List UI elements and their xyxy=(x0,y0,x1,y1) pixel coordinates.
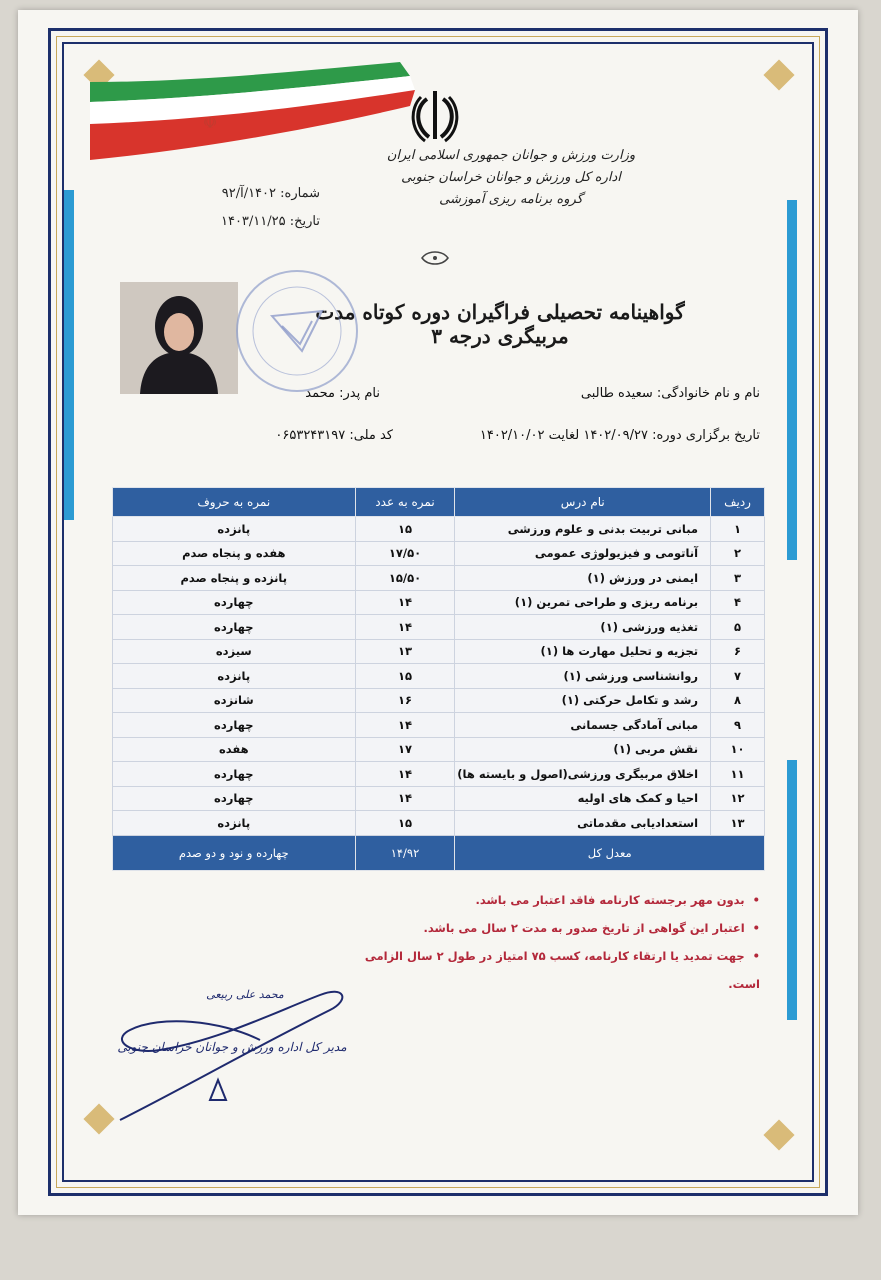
official-stamp xyxy=(232,256,362,406)
score-number-cell: ۱۴ xyxy=(355,615,455,640)
table-row xyxy=(113,786,765,811)
date-label: تاریخ: xyxy=(289,214,320,229)
row-number-cell: ۸ xyxy=(711,688,765,713)
ministry-line: وزارت ورزش و جوانان جمهوری اسلامی ایران xyxy=(386,148,636,163)
document-date xyxy=(140,208,320,236)
father-value: محمد xyxy=(305,386,335,401)
score-words-cell: چهارده xyxy=(113,713,356,738)
score-words-cell: هفده xyxy=(113,737,356,762)
note-item xyxy=(360,886,760,914)
notes-list xyxy=(360,886,760,998)
name-value: سعیده طالبی xyxy=(580,386,653,401)
course-name-cell: برنامه ریزی و طراحی تمرین (۱) xyxy=(455,590,711,615)
course-name-cell: ایمنی در ورزش (۱) xyxy=(455,566,711,591)
score-words-cell: چهارده xyxy=(113,786,356,811)
score-words-cell: شانزده xyxy=(113,688,356,713)
score-words-cell: پانزده xyxy=(113,811,356,836)
row-number-cell: ۱ xyxy=(711,517,765,542)
table-row xyxy=(113,811,765,836)
row-number-cell: ۱۲ xyxy=(711,786,765,811)
note-text: بدون مهر برجسته کارنامه فاقد اعتبار می باشد. xyxy=(475,893,745,907)
course-date-value: ۱۴۰۲/۰۹/۲۷ لغایت ۱۴۰۲/۱۰/۰۲ xyxy=(479,428,648,443)
table-row xyxy=(113,688,765,713)
right-blue-band-lower xyxy=(787,760,797,1020)
course-name-cell: روانشناسی ورزشی (۱) xyxy=(455,664,711,689)
score-words-cell: چهارده xyxy=(113,615,356,640)
score-words-cell: چهارده xyxy=(113,762,356,787)
father-label: نام پدر: xyxy=(339,386,380,401)
bullet-icon: • xyxy=(752,949,760,963)
note-text: اعتبار این گواهی از تاریخ صدور به مدت ۲ سال می باشد. xyxy=(423,921,745,935)
row-number-cell: ۲ xyxy=(711,541,765,566)
score-words-cell: هفده و پنجاه صدم xyxy=(113,541,356,566)
table-row xyxy=(113,615,765,640)
header-course-name: نام درس xyxy=(455,488,711,517)
bullet-icon: • xyxy=(752,893,760,907)
score-number-cell: ۱۵ xyxy=(355,664,455,689)
course-date-label: تاریخ برگزاری دوره: xyxy=(652,428,760,443)
score-number-cell: ۱۶ xyxy=(355,688,455,713)
father-name-row xyxy=(250,386,380,401)
course-date-row xyxy=(400,428,760,443)
course-name-cell: احیا و کمک های اولیه xyxy=(455,786,711,811)
course-name-cell: تغذیه ورزشی (۱) xyxy=(455,615,711,640)
course-name-cell: استعدادیابی مقدماتی xyxy=(455,811,711,836)
table-row xyxy=(113,566,765,591)
score-number-cell: ۱۵ xyxy=(355,811,455,836)
name-label: نام و نام خانوادگی: xyxy=(656,386,760,401)
table-row xyxy=(113,762,765,787)
national-id-label: کد ملی: xyxy=(349,428,393,443)
score-number-cell: ۱۵ xyxy=(355,517,455,542)
header-score-number: نمره به عدد xyxy=(355,488,455,517)
score-number-cell: ۱۵/۵۰ xyxy=(355,566,455,591)
left-blue-band xyxy=(64,190,74,520)
handwritten-signature xyxy=(100,980,360,1130)
office-line: اداره کل ورزش و جوانان خراسان جنوبی xyxy=(401,170,621,185)
score-words-cell: پانزده xyxy=(113,664,356,689)
score-words-cell: سیزده xyxy=(113,639,356,664)
score-number-cell: ۱۴ xyxy=(355,786,455,811)
note-item xyxy=(360,942,760,998)
document-meta xyxy=(140,180,320,236)
course-name-cell: تجزیه و تحلیل مهارت ها (۱) xyxy=(455,639,711,664)
table-row xyxy=(113,713,765,738)
table-row xyxy=(113,541,765,566)
document-number xyxy=(140,180,320,208)
header-score-words: نمره به حروف xyxy=(113,488,356,517)
row-number-cell: ۷ xyxy=(711,664,765,689)
flourish-ornament-icon xyxy=(420,250,450,266)
student-name-row xyxy=(420,386,760,401)
number-value: ۱۴۰۲/آ/۹۲ xyxy=(221,186,277,201)
row-number-cell: ۱۰ xyxy=(711,737,765,762)
note-item xyxy=(360,914,760,942)
iran-emblem-icon xyxy=(405,85,465,145)
table-row xyxy=(113,517,765,542)
certificate-title: گواهینامه تحصیلی فراگیران دوره کوتاه مدت مربیگری درجه ۳ xyxy=(315,300,685,348)
total-score: ۱۴/۹۲ xyxy=(355,835,455,870)
row-number-cell: ۱۱ xyxy=(711,762,765,787)
right-blue-band xyxy=(787,200,797,560)
row-number-cell: ۶ xyxy=(711,639,765,664)
score-number-cell: ۱۳ xyxy=(355,639,455,664)
row-number-cell: ۵ xyxy=(711,615,765,640)
course-name-cell: رشد و تکامل حرکتی (۱) xyxy=(455,688,711,713)
score-number-cell: ۱۷ xyxy=(355,737,455,762)
score-number-cell: ۱۴ xyxy=(355,713,455,738)
bullet-icon: • xyxy=(752,921,760,935)
issuer-header xyxy=(381,145,641,211)
score-number-cell: ۱۷/۵۰ xyxy=(355,541,455,566)
number-label: شماره: xyxy=(280,186,320,201)
score-words-cell: پانزده و پنجاه صدم xyxy=(113,566,356,591)
row-number-cell: ۳ xyxy=(711,566,765,591)
course-name-cell: مبانی تربیت بدنی و علوم ورزشی xyxy=(455,517,711,542)
table-row xyxy=(113,737,765,762)
score-number-cell: ۱۴ xyxy=(355,762,455,787)
svg-text:☫: ☫ xyxy=(202,113,218,132)
row-number-cell: ۹ xyxy=(711,713,765,738)
signer-name: محمد علی ربیعی xyxy=(206,988,284,1001)
national-id-value: ۰۶۵۳۲۴۳۱۹۷ xyxy=(275,428,346,443)
total-score-words: چهارده و نود و دو صدم xyxy=(113,835,356,870)
course-name-cell: اخلاق مربیگری ورزشی(اصول و بایسته ها) xyxy=(455,762,711,787)
table-row xyxy=(113,639,765,664)
row-number-cell: ۴ xyxy=(711,590,765,615)
table-row xyxy=(113,590,765,615)
total-label: معدل کل xyxy=(455,835,765,870)
signer-title: مدیر کل اداره ورزش و جوانان خراسان جنوبی xyxy=(117,1040,347,1054)
course-name-cell: مبانی آمادگی جسمانی xyxy=(455,713,711,738)
grades-table xyxy=(112,487,765,871)
iran-flag-ribbon xyxy=(70,62,430,172)
grades-header-row xyxy=(113,488,765,517)
table-row xyxy=(113,664,765,689)
group-line: گروه برنامه ریزی آموزشی xyxy=(439,192,583,207)
score-words-cell: پانزده xyxy=(113,517,356,542)
note-text: جهت تمدید یا ارتقاء کارنامه، کسب ۷۵ امتیاز در طول ۲ سال الزامی است. xyxy=(364,949,760,991)
grades-total-row xyxy=(113,835,765,870)
course-name-cell: نقش مربی (۱) xyxy=(455,737,711,762)
score-number-cell: ۱۴ xyxy=(355,590,455,615)
national-id-row xyxy=(228,428,393,443)
course-name-cell: آناتومی و فیزیولوژی عمومی xyxy=(455,541,711,566)
person-portrait-icon xyxy=(120,282,238,394)
score-words-cell: چهارده xyxy=(113,590,356,615)
row-number-cell: ۱۳ xyxy=(711,811,765,836)
date-value: ۱۴۰۳/۱۱/۲۵ xyxy=(220,214,286,229)
student-photo xyxy=(120,282,238,394)
header-row-number: ردیف xyxy=(711,488,765,517)
